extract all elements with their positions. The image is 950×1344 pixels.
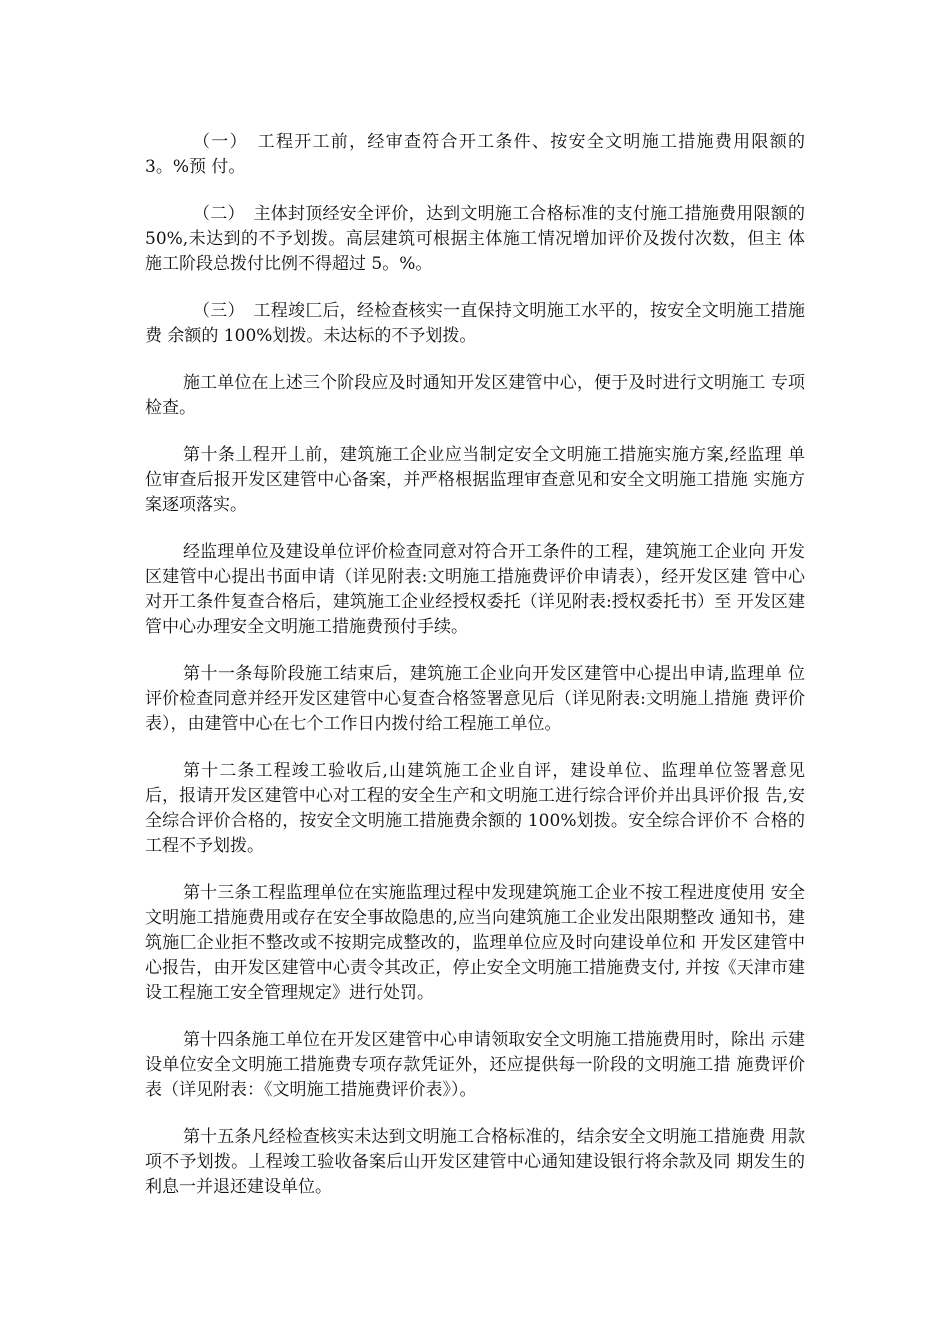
paragraph-article-14: 第十四条施工单位在开发区建管中心申请领取安全文明施工措施费用时，除出 示建设单位安全文明施工措施费专项存款凭证外，还应提供每一阶段的文明施工措 施费评价表（详见附表：《文明施工措施费评价表》）。	[145, 1030, 805, 1100]
paragraph-article-15: 第十五条凡经检查核实未达到文明施工合格标准的，结余安全文明施工措施费 用款项不予划拨。丄程竣工验收备案后山开发区建管中心通知建设银行将余款及同 期发生的利息一并退还建设单位。	[145, 1127, 805, 1197]
paragraph-article-11: 第十一条每阶段施工结束后，建筑施工企业向开发区建管中心提出申请,监理单 位评价检查同意并经开发区建管中心复查合格签署意见后（详见附表:文明施丄措施 费评价表），由建管中心在七个工作日内拨付给工程施工单位。	[145, 664, 805, 734]
paragraph-item-3: （三） 工程竣匚后，经检查核实一直保持文明施工水平的，按安全文明施工措施费 余额的 100%划拨。未达标的不予划拨。	[145, 301, 805, 346]
paragraph-article-10: 第十条丄程开丄前，建筑施工企业应当制定安全文明施工措施实施方案,经监理 单位审查后报开发区建管中心备案，并严格根据监理审查意见和安全文明施工措施 实施方案逐项落实。	[145, 445, 805, 515]
paragraph-article-12: 第十二条工程竣工验收后,山建筑施工企业自评，建设单位、监理单位签署意见 后，报请开发区建管中心对工程的安全生产和文明施工进行综合评价并出具评价报 告,安全综合评价合格的，按安全文明施工措施费余额的 100%划拨。安全综合评价不 合格的工程不予划拨。	[145, 761, 805, 856]
paragraph-application: 经监理单位及建设单位评价检查同意对符合开工条件的工程，建筑施工企业向 开发区建管中心提出书面申请（详见附表:文明施工措施费评价申请表），经开发区建 管中心对开工条件复查合格后，建筑施工企业经授权委托（详见附表:授权委托书）至 开发区建管中心办理安全文明施工措施费预付手续。	[145, 542, 805, 637]
paragraph-article-13: 第十三条工程监理单位在实施监理过程中发现建筑施工企业不按工程进度使用 安全文明施工措施费用或存在安全事故隐患的,应当向建筑施工企业发出限期整改 通知书，建筑施匚企业拒不整改或不按期完成整改的，监理单位应及时向建设单位和 开发区建管中心报告，由开发区建管中心责令其改正，停止安全文明施工措施费支付, 并按《天津市建设工程施工安全管理规定》进行处罚。	[145, 883, 805, 1003]
paragraph-item-1: （一） 工程开工前，经审查符合开工条件、按安全文明施工措施费用限额的 3。%预 付。	[145, 132, 805, 177]
paragraph-notice: 施工单位在上述三个阶段应及时通知开发区建管中心，便于及时进行文明施工 专项检查。	[145, 373, 805, 418]
paragraph-item-2: （二） 主体封顶经安全评价，达到文明施工合格标准的支付施工措施费用限额的 50%,未达到的不予划拨。高层建筑可根据主体施工情况增加评价及拨付次数，但主 体施工阶段总拨付比例不得超过 5。%。	[145, 204, 805, 274]
document-body	[145, 130, 805, 1222]
